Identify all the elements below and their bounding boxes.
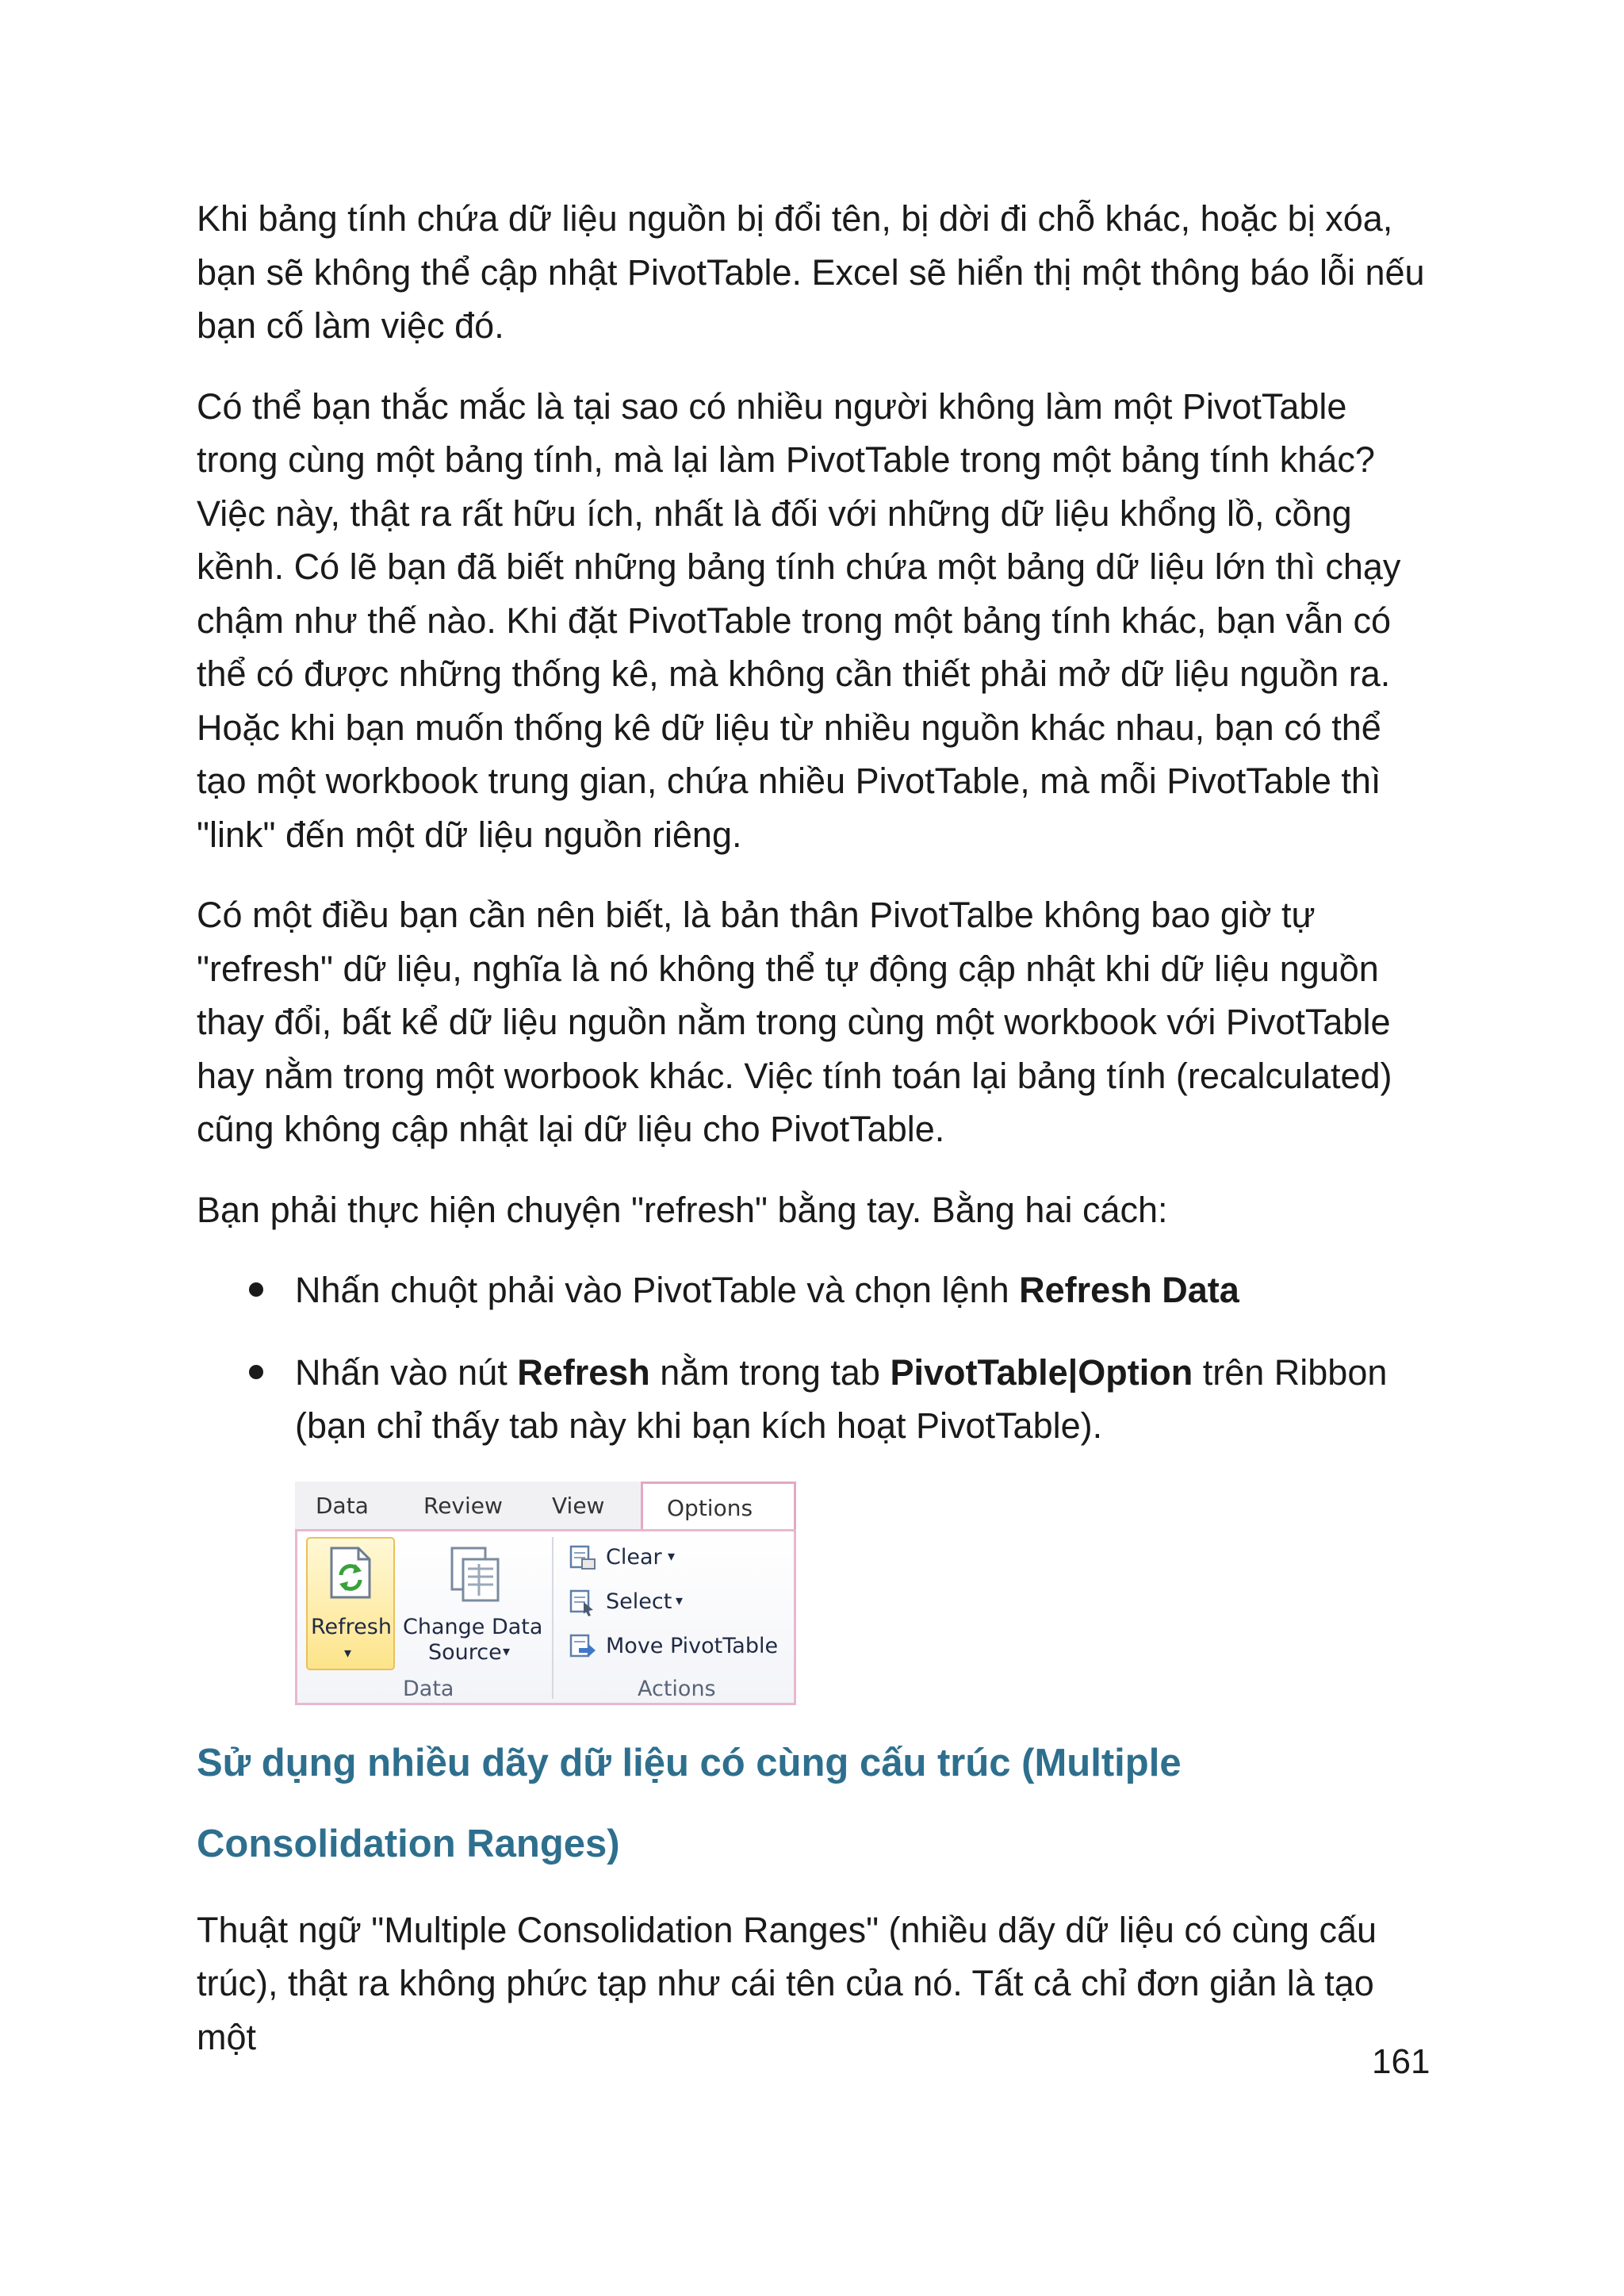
select-icon — [569, 1589, 596, 1616]
move-pivottable-icon — [569, 1634, 596, 1661]
refresh-label: Refresh — [311, 1614, 392, 1639]
clear-icon — [569, 1545, 596, 1572]
paragraph-3: Có một điều bạn cần nên biết, là bản thân PivotTalbe không bao giờ tự "refresh" dữ liệu, nghĩa là nó không thể tự động cập nhật khi dữ liệu nguồn thay đổi, bất kể dữ liệu nguồn nằm trong cùng một workbook với PivotTable hay nằm trong một worbook khác. Việc tính toán lại bảng tính (recalculated) cũng không cập nhật lại dữ liệu cho PivotTable. — [197, 895, 1392, 1149]
bullet-text: Nhấn chuột phải vào PivotTable và chọn lệnh — [295, 1270, 1020, 1310]
ribbon-tab-bar — [295, 1481, 796, 1529]
clear-label[interactable]: Clear — [606, 1544, 662, 1570]
refresh-icon — [328, 1547, 373, 1599]
select-label[interactable]: Select — [606, 1589, 672, 1614]
bullet-bold-text: Refresh Data — [1019, 1270, 1239, 1310]
group-actions-label: Actions — [638, 1676, 716, 1701]
group-separator — [552, 1537, 553, 1699]
page-number: 161 — [1372, 2042, 1431, 2081]
tab-options[interactable] — [641, 1481, 796, 1531]
section-heading: Sử dụng nhiều dãy dữ liệu có cùng cấu trúc (Multiple Consolidation Ranges) — [197, 1741, 1182, 1865]
tab-review[interactable]: Review — [423, 1492, 503, 1519]
bullet-dot-icon — [249, 1282, 263, 1297]
paragraph-2: Có thể bạn thắc mắc là tại sao có nhiều người không làm một PivotTable trong cùng một bảng tính, mà lại làm PivotTable trong một bảng tính khác? Việc này, thật ra rất hữu ích, nhất là đối với những dữ liệu khổng lồ, cồng kềnh. Có lẽ bạn đã biết những bảng tính chứa một bảng dữ liệu lớn thì chạy chậm như thế nào. Khi đặt PivotTable trong một bảng tính khác, bạn vẫn có thể có được những thống kê, mà không cần thiết phải mở dữ liệu nguồn ra. Hoặc khi bạn muốn thống kê dữ liệu từ nhiều nguồn khác nhau, bạn có thể tạo một workbook trung gian, chứa nhiều PivotTable, mà mỗi PivotTable thì "link" đến một dữ liệu nguồn riêng. — [197, 385, 1401, 855]
group-data-label: Data — [403, 1676, 454, 1701]
move-pivottable-label[interactable]: Move PivotTable — [606, 1633, 779, 1658]
select-dropdown-icon[interactable]: ▾ — [676, 1592, 684, 1609]
paragraph-5: Thuật ngữ "Multiple Consolidation Ranges" (nhiều dãy dữ liệu có cùng cấu trúc), thật ra không phức tạp như cái tên của nó. Tất cả chỉ đơn giản là tạo một — [197, 1909, 1377, 2057]
bullet-list — [197, 1263, 1434, 1453]
refresh-dropdown-icon[interactable]: ▾ — [344, 1644, 352, 1662]
change-data-label[interactable]: Change Data — [403, 1614, 543, 1639]
change-data-dropdown-icon[interactable]: ▾ — [503, 1642, 511, 1660]
bullet-text: trên Ribbon (bạn chỉ thấy tab này khi bạn kích hoạt PivotTable). — [295, 1351, 1388, 1446]
paragraph-4: Bạn phải thực hiện chuyện "refresh" bằng tay. Bằng hai cách: — [197, 1189, 1168, 1230]
paragraph-1: Khi bảng tính chứa dữ liệu nguồn bị đổi tên, bị dời đi chỗ khác, hoặc bị xóa, bạn sẽ không thể cập nhật PivotTable. Excel sẽ hiển thị một thông báo lỗi nếu bạn cố làm việc đó. — [197, 198, 1425, 346]
ribbon-screenshot — [295, 1481, 796, 1705]
bullet-bold-text: PivotTable|Option — [890, 1351, 1193, 1393]
clear-dropdown-icon[interactable]: ▾ — [668, 1547, 676, 1565]
source-label[interactable]: Source — [428, 1639, 502, 1665]
bullet-text: nằm trong tab — [649, 1351, 891, 1393]
change-data-source-icon — [449, 1547, 501, 1602]
tab-view[interactable]: View — [552, 1492, 605, 1519]
bullet-dot-icon — [249, 1365, 263, 1379]
page-content — [197, 192, 1434, 2091]
tab-data[interactable]: Data — [316, 1492, 369, 1519]
bullet-item-refresh-data — [197, 1263, 1434, 1317]
bullet-text: Nhấn vào nút — [295, 1351, 518, 1393]
bullet-bold-text: Refresh — [517, 1351, 650, 1393]
tab-options-label: Options — [667, 1494, 753, 1521]
bullet-item-refresh-button — [197, 1346, 1434, 1453]
